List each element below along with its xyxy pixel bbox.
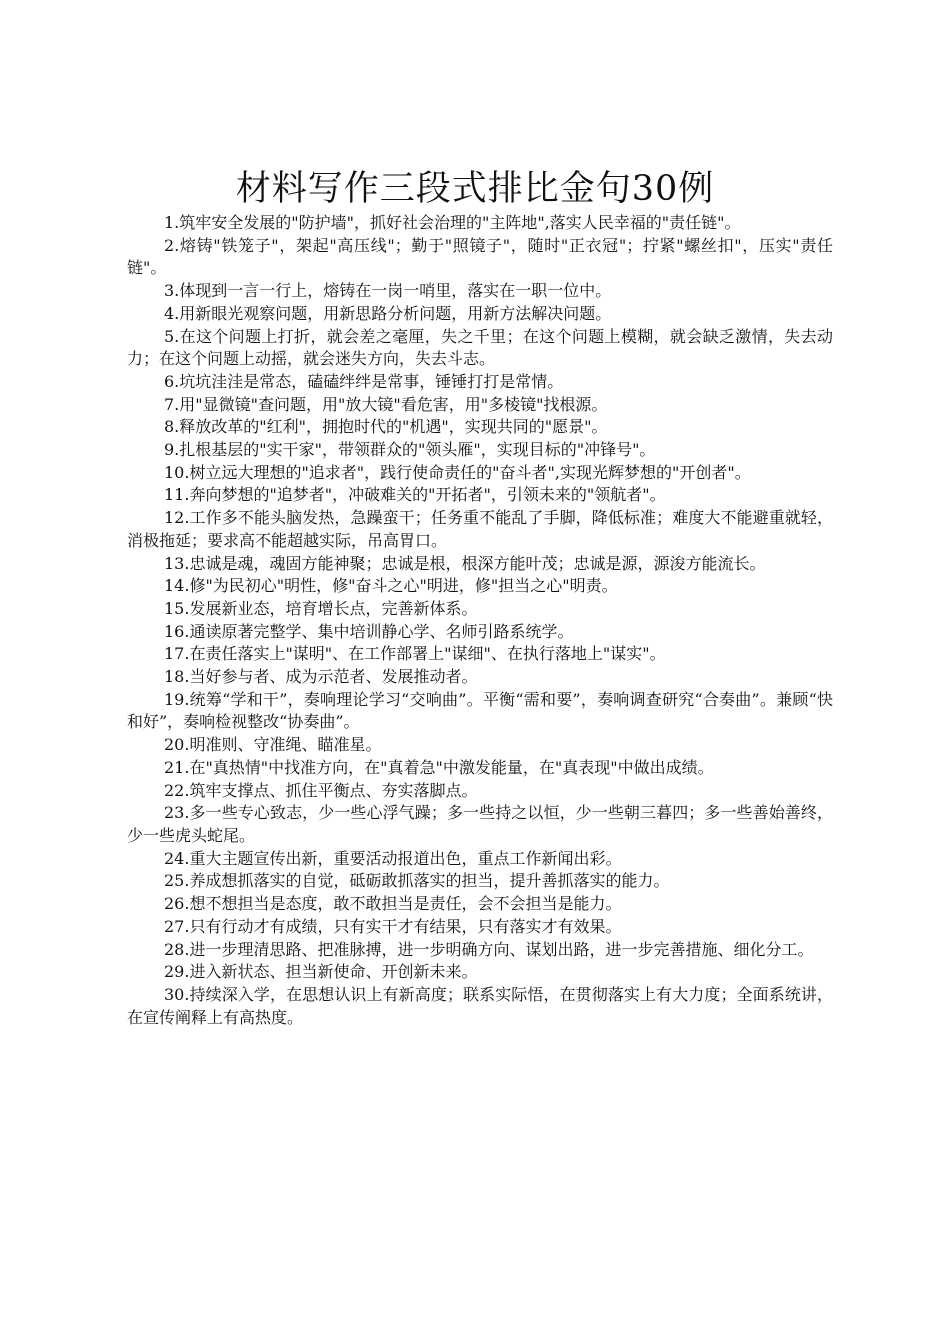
list-item: 7.用"显微镜"查问题，用"放大镜"看危害，用"多棱镜"找根源。 [164, 394, 608, 414]
list-item: 9.扎根基层的"实干家"，带领群众的"领头雁"，实现目标的"冲锋号"。 [164, 440, 656, 460]
list-item: 24.重大主题宣传出新，重要活动报道出色，重点工作新闻出彩。 [164, 848, 622, 868]
list-item: 5.在这个问题上打折，就会差之毫厘，失之千里；在这个问题上模糊，就会缺乏激情，失去动力；在这个问题上动摇，就会迷失方向，失去斗志。 [127, 326, 833, 369]
list-item: 12.工作多不能头脑发热，急躁蛮干；任务重不能乱了手脚，降低标准；难度大不能避重就轻，消极拖延；要求高不能超越实际，吊高胃口。 [127, 508, 833, 550]
list-item: 15.发展新业态，培育增长点，完善新体系。 [164, 598, 478, 618]
list-item: 18.当好参与者、成为示范者、发展推动者。 [164, 667, 478, 687]
list-item: 6.坑坑洼洼是常态，磕磕绊绊是常事，锤锤打打是常情。 [164, 371, 564, 391]
phrase-list [127, 212, 833, 1029]
list-item: 3.体现到一言一行上，熔铸在一岗一哨里，落实在一职一位中。 [164, 281, 612, 301]
list-item: 11.奔向梦想的"追梦者"，冲破难关的"开拓者"，引领未来的"领航者"。 [164, 485, 666, 505]
list-item: 21.在"真热情"中找准方向，在"真着急"中激发能量，在"真表现"中做出成绩。 [164, 757, 714, 777]
document-title: 材料写作三段式排比金句30例 [235, 169, 715, 209]
list-item: 26.想不想担当是态度，敢不敢担当是责任，会不会担当是能力。 [164, 894, 622, 914]
list-item: 13.忠诚是魂，魂固方能神聚；忠诚是根，根深方能叶茂；忠诚是源，源浚方能流长。 [164, 553, 766, 573]
list-item: 10.树立远大理想的"追求者"，践行使命责任的"奋斗者",实现光辉梦想的"开创者"。 [164, 462, 751, 482]
list-item: 2.熔铸"铁笼子"，架起"高压线"；勤于"照镜子"，随时"正衣冠"；拧紧"螺丝扣"，压实"责任链"。 [127, 235, 833, 278]
list-item: 29.进入新状态、担当新使命、开创新未来。 [164, 962, 478, 982]
list-item: 8.释放改革的"红利"，拥抱时代的"机遇"，实现共同的"愿景"。 [164, 417, 608, 437]
list-item: 14.修"为民初心"明性，修"奋斗之心"明进，修"担当之心"明责。 [164, 576, 618, 596]
list-item: 25.养成想抓落实的自觉，砥砺敢抓落实的担当，提升善抓落实的能力。 [164, 871, 670, 891]
list-item: 20.明准则、守准绳、瞄准星。 [164, 735, 382, 755]
list-item: 28.进一步理清思路、把准脉搏，进一步明确方向、谋划出路，进一步完善措施、细化分工。 [164, 939, 814, 959]
list-item: 27.只有行动才有成绩，只有实干才有结果，只有落实才有效果。 [164, 916, 622, 936]
list-item: 22.筑牢支撑点、抓住平衡点、夯实落脚点。 [164, 780, 478, 800]
list-item: 4.用新眼光观察问题，用新思路分析问题，用新方法解决问题。 [164, 303, 612, 323]
list-item: 19.统筹“学和干”，奏响理论学习“交响曲”。平衡“需和要”，奏响调查研究“合奏曲”。兼顾“快和好”，奏响检视整改“协奏曲”。 [127, 689, 833, 732]
list-item: 1.筑牢安全发展的"防护墙"，抓好社会治理的"主阵地",落实人民幸福的"责任链"。 [164, 213, 741, 232]
list-item: 16.通读原著完整学、集中培训静心学、名师引路系统学。 [164, 621, 574, 641]
list-item: 17.在责任落实上"谋明"、在工作部署上"谋细"、在执行落地上"谋实"。 [164, 644, 666, 664]
list-item: 30.持续深入学，在思想认识上有新高度；联系实际悟，在贯彻落实上有大力度；全面系统讲，在宣传阐释上有高热度。 [127, 984, 833, 1027]
list-item: 23.多一些专心致志，少一些心浮气躁；多一些持之以恒，少一些朝三暮四；多一些善始善终，少一些虎头蛇尾。 [127, 803, 833, 845]
